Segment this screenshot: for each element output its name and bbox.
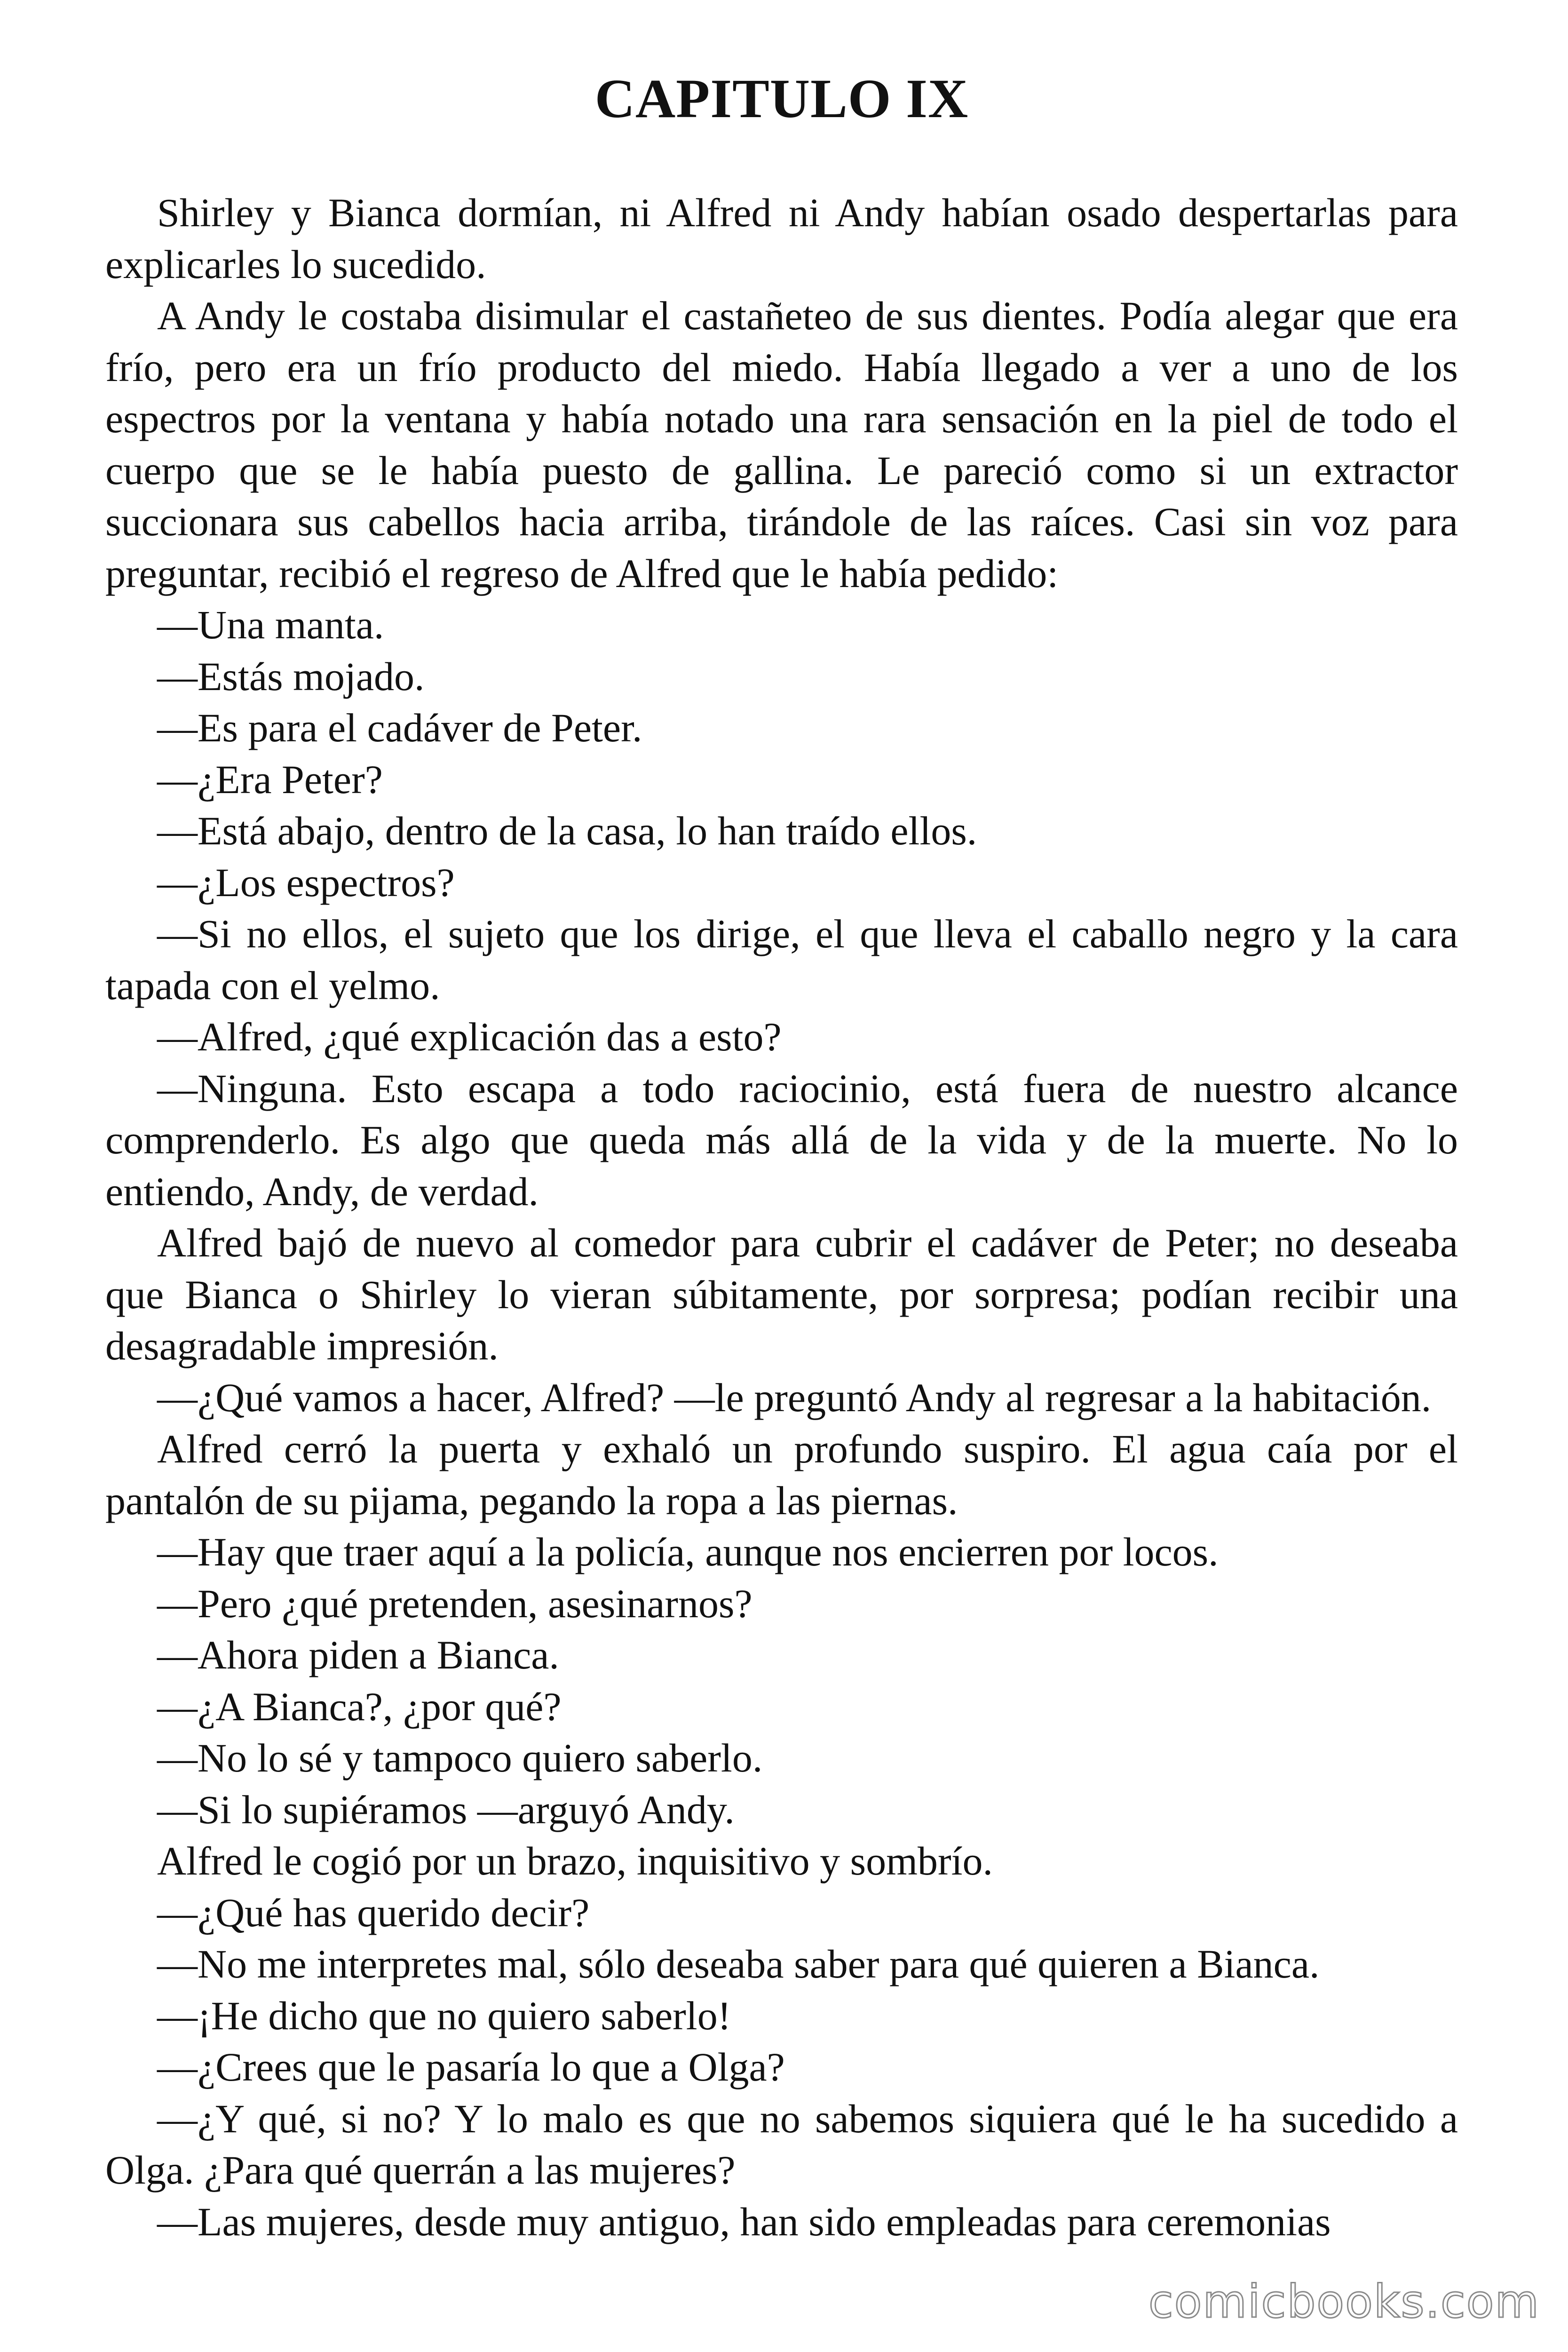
dialogue-line: —Está abajo, dentro de la casa, lo han traído ellos. [157,808,977,853]
dialogue-line: —¿Era Peter? [157,756,383,802]
dialogue-line: —Si no ellos, el sujeto que los dirige, el que lleva el caballo negro y la cara tapada con el yelmo. [105,911,1458,1008]
dialogue-line: —Si lo supiéramos —arguyó Andy. [157,1787,735,1832]
site-watermark: comicbooks.com [1148,2275,1540,2328]
dialogue-line: —Ahora piden a Bianca. [157,1632,559,1677]
dialogue-line: —Ninguna. Esto escapa a todo raciocinio, está fuera de nuestro alcance comprenderlo. Es algo que queda más allá de la vida y de la muerte. No lo entiendo, Andy, de verdad. [105,1065,1458,1214]
dialogue-line: —¿Crees que le pasaría lo que a Olga? [157,2044,785,2090]
paragraph: Alfred cerró la puerta y exhaló un profundo suspiro. El agua caía por el pantalón de su pijama, pegando la ropa a las piernas. [105,1426,1458,1523]
dialogue-line: —Estás mojado. [157,653,425,699]
dialogue-line: —Alfred, ¿qué explicación das a esto? [157,1014,782,1059]
dialogue-line: —Una manta. [157,602,384,647]
dialogue-line: —Es para el cadáver de Peter. [157,705,642,750]
dialogue-line: —No lo sé y tampoco quiero saberlo. [157,1735,763,1780]
dialogue-line: —Hay que traer aquí a la policía, aunque nos encierren por locos. [157,1529,1219,1574]
paragraph: Alfred bajó de nuevo al comedor para cubrir el cadáver de Peter; no deseaba que Bianca o Shirley lo vieran súbitamente, por sorpresa; podían recibir una desagradable impresión. [105,1220,1458,1368]
dialogue-line: —¿Qué has querido decir? [157,1890,590,1935]
dialogue-line: —Pero ¿qué pretenden, asesinarnos? [157,1581,752,1626]
paragraph: A Andy le costaba disimular el castañeteo de sus dientes. Podía alegar que era frío, pero era un frío producto del miedo. Había llegado a ver a uno de los espectros por la ventana y había notado una rara sensación en la piel de todo el cuerpo que se le había puesto de gallina. Le pareció como si un extractor succionara sus cabellos hacia arriba, tirándole de las raíces. Casi sin voz para preguntar, recibió el regreso de Alfred que le había pedido: [105,293,1458,596]
dialogue-line: —¿Qué vamos a hacer, Alfred? —le preguntó Andy al regresar a la habitación. [157,1375,1432,1420]
dialogue-line: —¿A Bianca?, ¿por qué? [157,1684,562,1729]
paragraph: Alfred le cogió por un brazo, inquisitivo y sombrío. [157,1838,993,1883]
dialogue-line: —¿Y qué, si no? Y lo malo es que no sabemos siquiera qué le ha sucedido a Olga. ¿Para qué querrán a las mujeres? [105,2096,1458,2193]
paragraph: Shirley y Bianca dormían, ni Alfred ni Andy habían osado despertarlas para explicarles lo sucedido. [105,190,1458,287]
dialogue-line: —Las mujeres, desde muy antiguo, han sido empleadas para ceremonias [157,2199,1331,2244]
dialogue-line: —¿Los espectros? [157,859,455,905]
dialogue-line: —¡He dicho que no quiero saberlo! [157,1993,731,2038]
chapter-title: CAPITULO IX [594,68,969,129]
dialogue-line: —No me interpretes mal, sólo deseaba saber para qué quieren a Bianca. [157,1941,1320,1986]
chapter-body [105,187,1458,2248]
